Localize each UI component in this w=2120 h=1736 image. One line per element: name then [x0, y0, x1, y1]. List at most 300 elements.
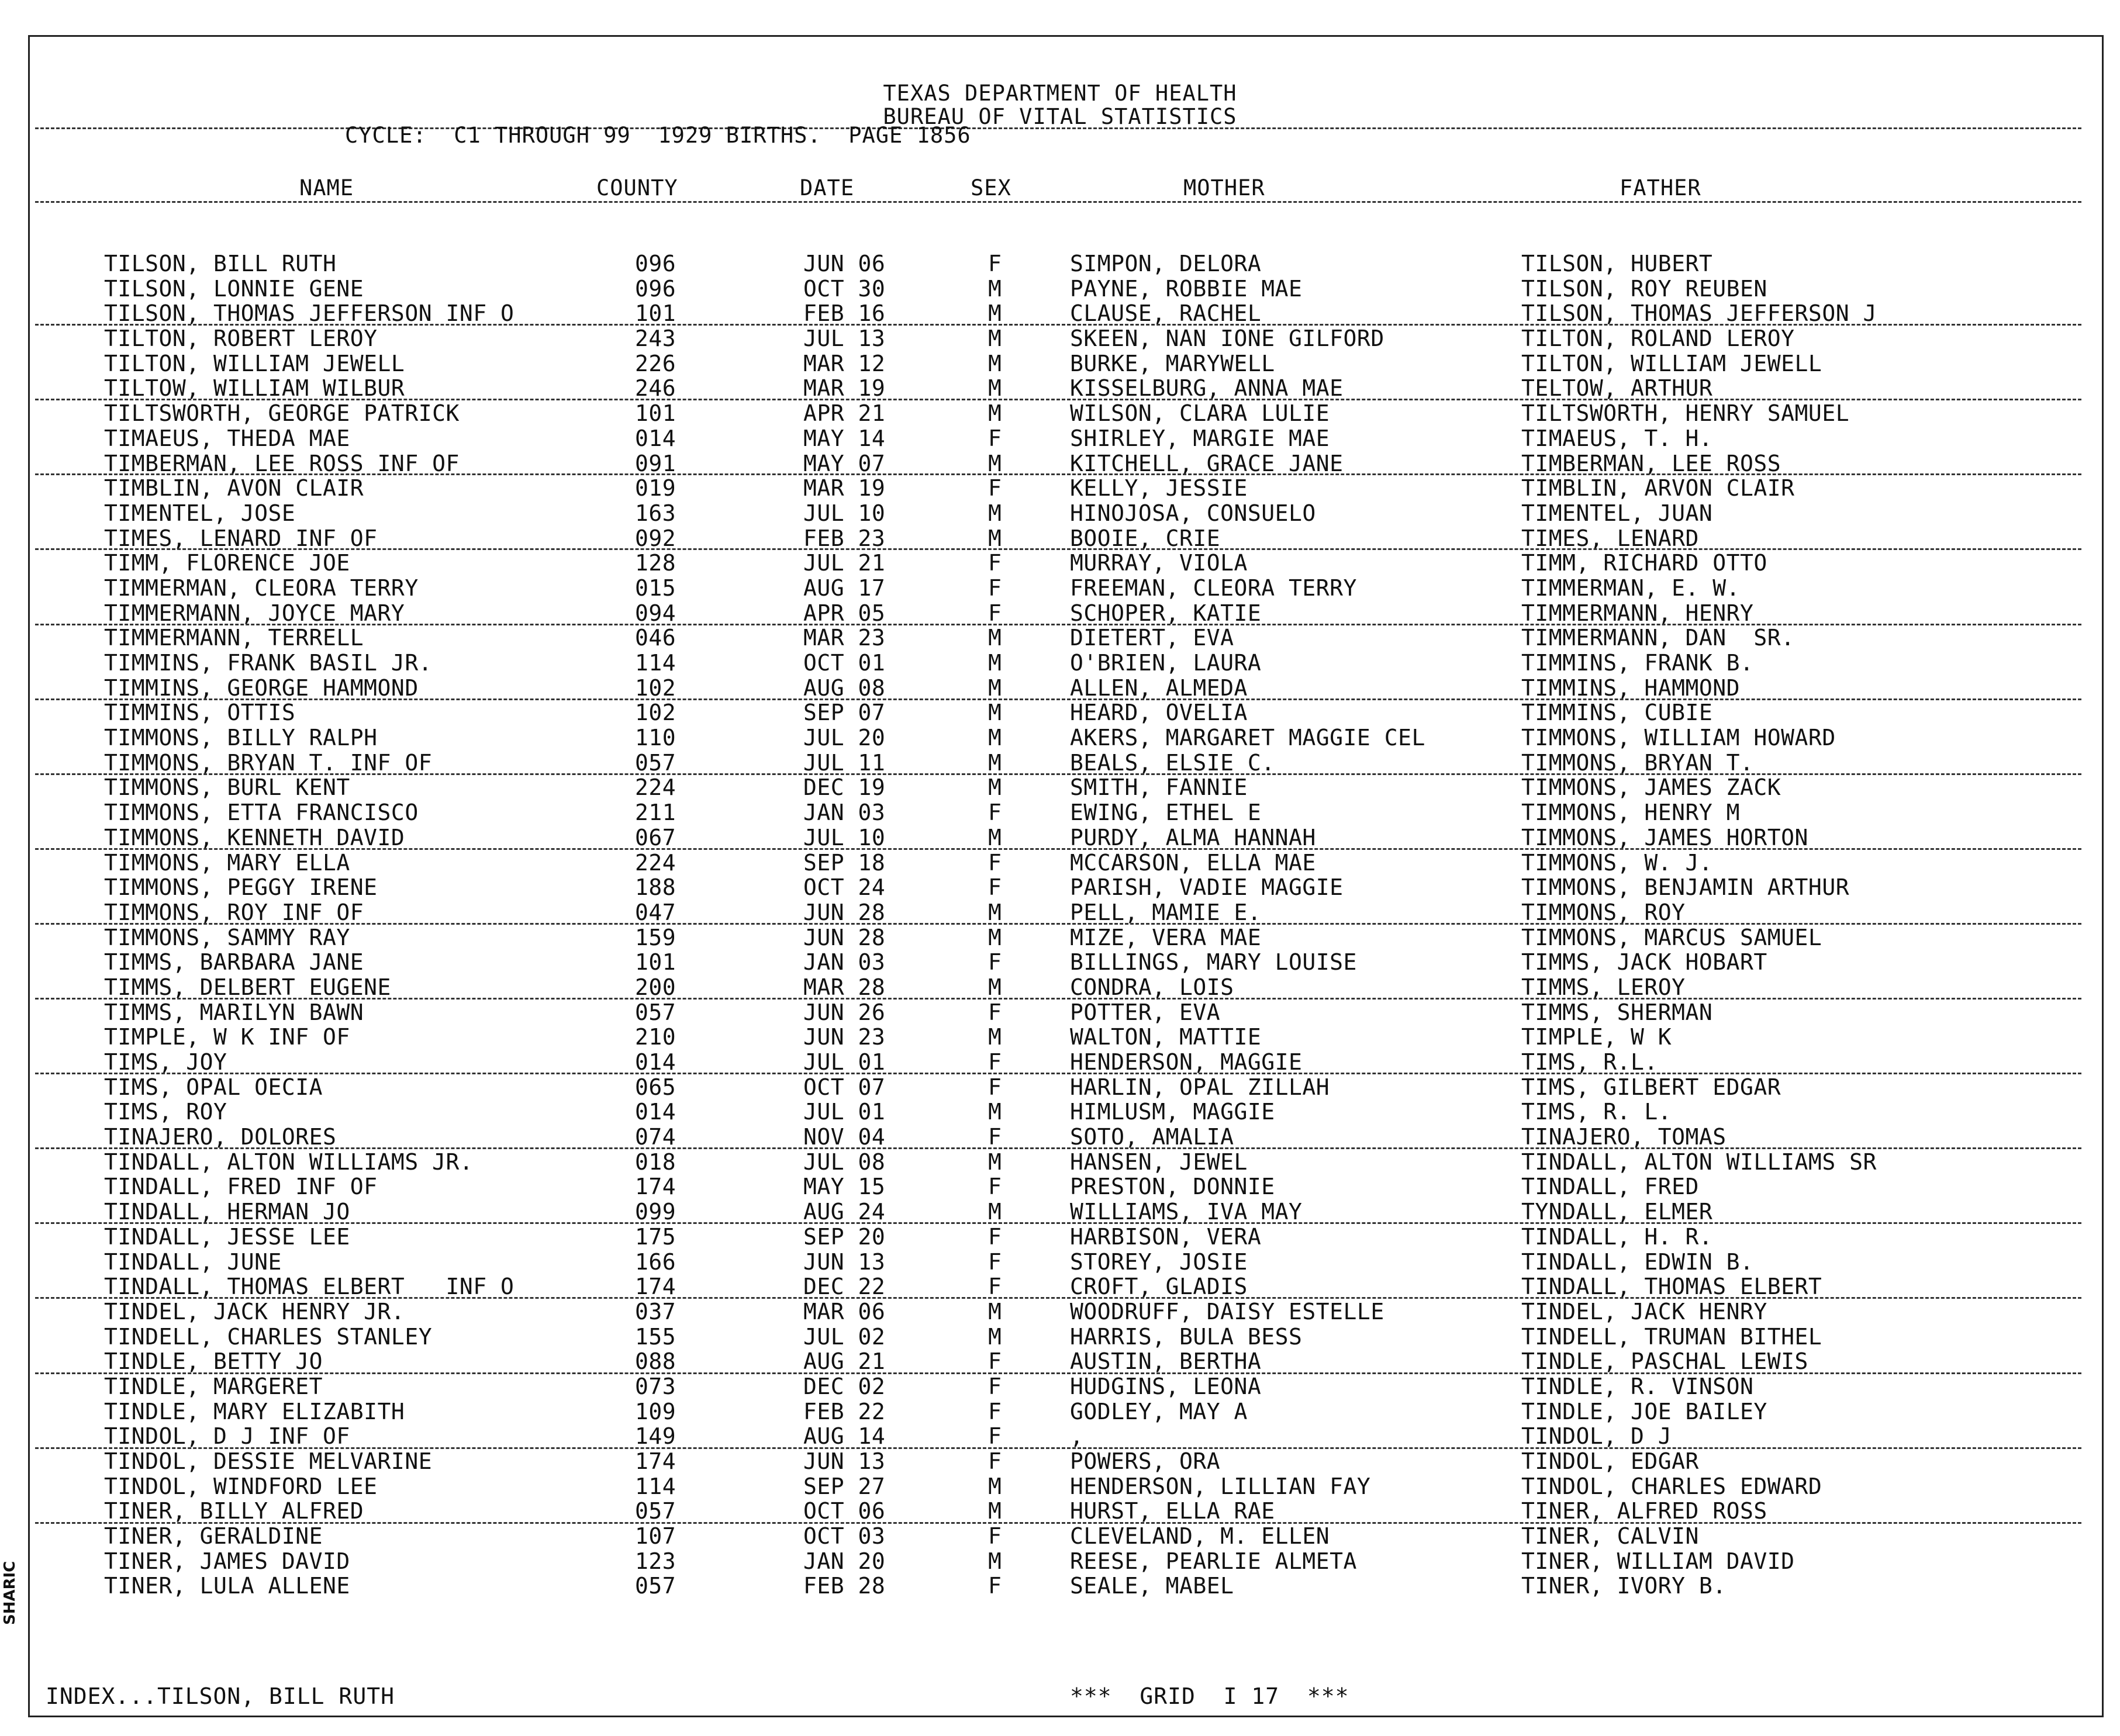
record-name: TINDALL, ALTON WILLIAMS JR. — [104, 1149, 474, 1175]
record-name: TIMMINS, FRANK BASIL JR. — [104, 650, 433, 676]
record-name: TIMMONS, SAMMY RAY — [104, 924, 350, 950]
record-row — [0, 1524, 2120, 1549]
record-name: TIMMONS, BILLY RALPH — [104, 725, 378, 751]
record-row — [0, 526, 2120, 551]
record-father: TINDEL, JACK HENRY — [1521, 1298, 1767, 1325]
record-father: TIMMS, LEROY — [1521, 974, 1686, 1000]
record-row — [0, 1075, 2120, 1100]
record-date: JUL 20 — [803, 725, 886, 751]
record-mother: SIMPON, DELORA — [1070, 251, 1262, 276]
record-row — [0, 875, 2120, 900]
record-row — [0, 301, 2120, 326]
record-sex: M — [988, 725, 1002, 751]
record-mother: BILLINGS, MARY LOUISE — [1070, 949, 1357, 976]
record-mother: HARRIS, BULA BESS — [1070, 1323, 1303, 1350]
record-county: 067 — [635, 824, 676, 850]
record-name: TIMMONS, BURL KENT — [104, 774, 350, 801]
record-date: OCT 30 — [803, 275, 886, 302]
record-name: TIMMONS, ETTA FRANCISCO — [104, 800, 419, 826]
record-father: TINDOL, EDGAR — [1521, 1448, 1699, 1474]
record-mother: MCCARSON, ELLA MAE — [1070, 849, 1316, 876]
record-sex: F — [988, 1174, 1002, 1200]
record-sex: M — [988, 1473, 1002, 1499]
record-name: TINER, LULA ALLENE — [104, 1573, 350, 1599]
record-date: FEB 28 — [803, 1573, 886, 1599]
record-father: TIMENTEL, JUAN — [1521, 500, 1713, 526]
record-date: OCT 06 — [803, 1498, 886, 1524]
record-county: 200 — [635, 974, 676, 1000]
record-mother: PELL, MAMIE E. — [1070, 899, 1262, 925]
record-name: TIMS, ROY — [104, 1099, 227, 1125]
record-name: TINER, BILLY ALFRED — [104, 1498, 364, 1524]
record-county: 128 — [635, 550, 676, 576]
record-sex: M — [988, 749, 1002, 776]
record-name: TINER, JAMES DAVID — [104, 1548, 350, 1574]
record-row — [0, 376, 2120, 401]
record-county: 015 — [635, 575, 676, 601]
record-mother: WILLIAMS, IVA MAY — [1070, 1199, 1303, 1225]
record-mother: CLEVELAND, M. ELLEN — [1070, 1523, 1330, 1550]
record-county: 099 — [635, 1199, 676, 1225]
record-sex: M — [988, 1099, 1002, 1125]
record-county: 210 — [635, 1024, 676, 1050]
record-name: TINDEL, JACK HENRY JR. — [104, 1298, 405, 1325]
record-name: TIMS, JOY — [104, 1049, 227, 1075]
record-name: TIMS, OPAL OECIA — [104, 1074, 323, 1100]
record-father: TIMES, LENARD — [1521, 525, 1699, 551]
record-mother: CONDRA, LOIS — [1070, 974, 1234, 1000]
record-father: TIMMINS, HAMMOND — [1521, 675, 1741, 701]
record-county: 057 — [635, 1573, 676, 1599]
record-father: TINDALL, ALTON WILLIAMS SR — [1521, 1149, 1877, 1175]
record-county: 094 — [635, 600, 676, 626]
record-mother: HINOJOSA, CONSUELO — [1070, 500, 1316, 526]
record-date: JUL 01 — [803, 1099, 886, 1125]
record-county: 102 — [635, 700, 676, 726]
record-father: TIMMONS, JAMES HORTON — [1521, 824, 1808, 850]
record-father: TIMMONS, ROY — [1521, 899, 1686, 925]
record-name: TINDALL, HERMAN JO — [104, 1199, 350, 1225]
record-row — [0, 551, 2120, 576]
record-father: TIMMERMAN, E. W. — [1521, 575, 1741, 601]
record-name: TIMMS, MARILYN BAWN — [104, 999, 364, 1025]
record-father: TINDOL, CHARLES EDWARD — [1521, 1473, 1822, 1499]
column-header-sex: SEX — [971, 175, 1011, 200]
record-sex: F — [988, 1398, 1002, 1424]
record-mother: KELLY, JESSIE — [1070, 475, 1248, 502]
record-father: TILSON, HUBERT — [1521, 251, 1713, 276]
record-county: 101 — [635, 400, 676, 427]
record-name: TIMPLE, W K INF OF — [104, 1024, 350, 1050]
record-row — [0, 601, 2120, 626]
record-row — [0, 476, 2120, 501]
record-county: 226 — [635, 350, 676, 376]
record-father: TILTSWORTH, HENRY SAMUEL — [1521, 400, 1850, 427]
record-sex: F — [988, 475, 1002, 502]
record-sex: F — [988, 550, 1002, 576]
record-name: TIMAEUS, THEDA MAE — [104, 425, 350, 451]
record-sex: M — [988, 525, 1002, 551]
record-county: 159 — [635, 924, 676, 950]
record-row — [0, 676, 2120, 701]
record-row — [0, 401, 2120, 426]
record-date: SEP 07 — [803, 700, 886, 726]
record-mother: WALTON, MATTIE — [1070, 1024, 1262, 1050]
record-father: TIMMINS, FRANK B. — [1521, 650, 1754, 676]
record-father: TINER, ALFRED ROSS — [1521, 1498, 1767, 1524]
record-name: TINDLE, BETTY JO — [104, 1348, 323, 1375]
record-sex: F — [988, 1523, 1002, 1550]
record-mother: PURDY, ALMA HANNAH — [1070, 824, 1316, 850]
record-date: AUG 08 — [803, 675, 886, 701]
record-father: TILTON, WILLIAM JEWELL — [1521, 350, 1822, 376]
record-date: JAN 03 — [803, 800, 886, 826]
record-name: TINDALL, FRED INF OF — [104, 1174, 378, 1200]
record-mother: BEALS, ELSIE C. — [1070, 749, 1275, 776]
record-mother: BOOIE, CRIE — [1070, 525, 1221, 551]
record-county: 046 — [635, 625, 676, 651]
record-mother: HURST, ELLA RAE — [1070, 1498, 1275, 1524]
record-father: TIMS, GILBERT EDGAR — [1521, 1074, 1781, 1100]
record-sex: M — [988, 1149, 1002, 1175]
record-mother: KITCHELL, GRACE JANE — [1070, 450, 1344, 476]
record-date: JUL 10 — [803, 824, 886, 850]
record-date: APR 05 — [803, 600, 886, 626]
record-county: 166 — [635, 1249, 676, 1275]
record-date: MAR 19 — [803, 475, 886, 502]
record-sex: M — [988, 350, 1002, 376]
record-mother: PAYNE, ROBBIE MAE — [1070, 275, 1303, 302]
index-footer: INDEX...TILSON, BILL RUTH — [46, 1683, 395, 1709]
record-date: MAR 19 — [803, 375, 886, 402]
record-name: TIMBERMAN, LEE ROSS INF OF — [104, 450, 460, 476]
record-date: JAN 03 — [803, 949, 886, 976]
record-father: TIMBERMAN, LEE ROSS — [1521, 450, 1781, 476]
record-father: TINDLE, PASCHAL LEWIS — [1521, 1348, 1808, 1375]
record-county: 123 — [635, 1548, 676, 1574]
record-mother: POTTER, EVA — [1070, 999, 1221, 1025]
record-sex: F — [988, 1074, 1002, 1100]
record-name: TIMMINS, GEORGE HAMMOND — [104, 675, 419, 701]
record-county: 092 — [635, 525, 676, 551]
record-father: TIMMONS, BENJAMIN ARTHUR — [1521, 874, 1850, 901]
record-row — [0, 1025, 2120, 1050]
record-sex: F — [988, 251, 1002, 276]
record-sex: F — [988, 874, 1002, 901]
record-county: 174 — [635, 1274, 676, 1300]
bureau-title: BUREAU OF VITAL STATISTICS — [883, 104, 1237, 129]
record-date: FEB 16 — [803, 300, 886, 327]
column-header-divider — [35, 201, 2081, 203]
record-sex: M — [988, 300, 1002, 327]
record-date: MAY 15 — [803, 1174, 886, 1200]
record-county: 174 — [635, 1174, 676, 1200]
record-county: 014 — [635, 1049, 676, 1075]
record-county: 110 — [635, 725, 676, 751]
record-date: MAY 14 — [803, 425, 886, 451]
record-date: DEC 02 — [803, 1373, 886, 1399]
record-row — [0, 900, 2120, 925]
record-date: JUL 10 — [803, 500, 886, 526]
record-mother: ALLEN, ALMEDA — [1070, 675, 1248, 701]
record-sex: M — [988, 1323, 1002, 1350]
record-county: 101 — [635, 300, 676, 327]
record-sex: M — [988, 450, 1002, 476]
record-county: 096 — [635, 251, 676, 276]
record-mother: HANSEN, JEWEL — [1070, 1149, 1248, 1175]
record-row — [0, 276, 2120, 302]
record-sex: F — [988, 425, 1002, 451]
record-county: 047 — [635, 899, 676, 925]
column-header-name: NAME — [299, 175, 354, 200]
record-father: TIMMONS, JAMES ZACK — [1521, 774, 1781, 801]
record-date: AUG 21 — [803, 1348, 886, 1375]
record-mother: SOTO, AMALIA — [1070, 1124, 1234, 1150]
record-county: 224 — [635, 774, 676, 801]
record-date: SEP 27 — [803, 1473, 886, 1499]
record-name: TIMENTEL, JOSE — [104, 500, 296, 526]
record-name: TINDALL, JUNE — [104, 1249, 282, 1275]
record-row — [0, 775, 2120, 800]
record-sex: F — [988, 600, 1002, 626]
record-row — [0, 651, 2120, 676]
record-sex: F — [988, 1124, 1002, 1150]
record-mother: HUDGINS, LEONA — [1070, 1373, 1262, 1399]
record-row — [0, 1000, 2120, 1025]
record-sex: F — [988, 800, 1002, 826]
record-name: TINDOL, D J INF OF — [104, 1423, 350, 1450]
record-row — [0, 950, 2120, 975]
record-row — [0, 1125, 2120, 1150]
record-sex: F — [988, 849, 1002, 876]
record-county: 107 — [635, 1523, 676, 1550]
record-sex: F — [988, 1423, 1002, 1450]
side-label: SHARIC — [1, 1561, 19, 1625]
record-name: TIMMERMAN, CLEORA TERRY — [104, 575, 419, 601]
record-name: TIMMERMANN, TERRELL — [104, 625, 364, 651]
record-father: TELTOW, ARTHUR — [1521, 375, 1713, 402]
record-father: TIMMONS, WILLIAM HOWARD — [1521, 725, 1836, 751]
record-date: SEP 20 — [803, 1223, 886, 1250]
record-row — [0, 1325, 2120, 1350]
record-father: TINDALL, FRED — [1521, 1174, 1699, 1200]
record-row — [0, 576, 2120, 601]
record-row — [0, 1399, 2120, 1424]
record-father: TINDELL, TRUMAN BITHEL — [1521, 1323, 1822, 1350]
records-list — [0, 251, 2120, 1599]
record-row — [0, 1374, 2120, 1399]
record-row — [0, 1050, 2120, 1075]
record-mother: CLAUSE, RACHEL — [1070, 300, 1262, 327]
record-sex: F — [988, 1049, 1002, 1075]
record-sex: M — [988, 326, 1002, 352]
record-date: JUN 28 — [803, 924, 886, 950]
record-row — [0, 1424, 2120, 1449]
record-date: AUG 17 — [803, 575, 886, 601]
record-date: DEC 19 — [803, 774, 886, 801]
record-father: TIMMINS, CUBIE — [1521, 700, 1713, 726]
record-sex: F — [988, 1223, 1002, 1250]
record-row — [0, 1349, 2120, 1374]
record-father: TIMS, R. L. — [1521, 1099, 1672, 1125]
record-county: 057 — [635, 749, 676, 776]
record-mother: EWING, ETHEL E — [1070, 800, 1262, 826]
record-county: 014 — [635, 425, 676, 451]
record-county: 175 — [635, 1223, 676, 1250]
record-mother: AUSTIN, BERTHA — [1070, 1348, 1262, 1375]
record-sex: M — [988, 1298, 1002, 1325]
record-county: 057 — [635, 1498, 676, 1524]
record-mother: GODLEY, MAY A — [1070, 1398, 1248, 1424]
record-name: TIMMONS, KENNETH DAVID — [104, 824, 405, 850]
record-sex: M — [988, 500, 1002, 526]
record-name: TIMMS, DELBERT EUGENE — [104, 974, 391, 1000]
record-mother: HARLIN, OPAL ZILLAH — [1070, 1074, 1330, 1100]
record-mother: PARISH, VADIE MAGGIE — [1070, 874, 1344, 901]
record-date: JAN 20 — [803, 1548, 886, 1574]
record-mother: REESE, PEARLIE ALMETA — [1070, 1548, 1357, 1574]
record-father: TIMMERMANN, HENRY — [1521, 600, 1754, 626]
record-sex: M — [988, 400, 1002, 427]
record-date: APR 21 — [803, 400, 886, 427]
record-mother: BURKE, MARYWELL — [1070, 350, 1275, 376]
header-divider — [35, 127, 2081, 129]
record-name: TIMMERMANN, JOYCE MARY — [104, 600, 405, 626]
record-date: OCT 01 — [803, 650, 886, 676]
record-county: 014 — [635, 1099, 676, 1125]
record-name: TINDALL, JESSE LEE — [104, 1223, 350, 1250]
record-name: TIMMONS, PEGGY IRENE — [104, 874, 378, 901]
record-mother: SMITH, FANNIE — [1070, 774, 1248, 801]
record-date: AUG 14 — [803, 1423, 886, 1450]
record-row — [0, 251, 2120, 276]
record-date: OCT 07 — [803, 1074, 886, 1100]
record-row — [0, 1250, 2120, 1275]
record-father: TINDLE, JOE BAILEY — [1521, 1398, 1767, 1424]
record-row — [0, 700, 2120, 725]
column-header-father: FATHER — [1620, 175, 1701, 200]
record-sex: F — [988, 999, 1002, 1025]
record-row — [0, 800, 2120, 825]
record-father: TILSON, THOMAS JEFFERSON J — [1521, 300, 1877, 327]
row-group-divider — [35, 698, 2081, 700]
record-county: 155 — [635, 1323, 676, 1350]
record-sex: M — [988, 974, 1002, 1000]
record-date: MAY 07 — [803, 450, 886, 476]
record-date: JUL 08 — [803, 1149, 886, 1175]
record-row — [0, 351, 2120, 376]
record-name: TIMM, FLORENCE JOE — [104, 550, 350, 576]
record-name: TILSON, BILL RUTH — [104, 251, 337, 276]
record-sex: M — [988, 700, 1002, 726]
record-row — [0, 975, 2120, 1000]
record-date: JUN 23 — [803, 1024, 886, 1050]
record-row — [0, 1150, 2120, 1175]
record-row — [0, 925, 2120, 950]
record-date: MAR 28 — [803, 974, 886, 1000]
record-date: JUN 26 — [803, 999, 886, 1025]
record-county: 074 — [635, 1124, 676, 1150]
column-header-county: COUNTY — [596, 175, 678, 200]
record-county: 243 — [635, 326, 676, 352]
record-mother: , — [1070, 1423, 1084, 1450]
record-sex: M — [988, 375, 1002, 402]
record-row — [0, 1574, 2120, 1599]
record-row — [0, 426, 2120, 451]
record-row — [0, 326, 2120, 351]
record-mother: WILSON, CLARA LULIE — [1070, 400, 1330, 427]
record-sex: F — [988, 1249, 1002, 1275]
record-name: TINDLE, MARGERET — [104, 1373, 323, 1399]
record-name: TIMMONS, BRYAN T. INF OF — [104, 749, 433, 776]
record-date: JUN 28 — [803, 899, 886, 925]
record-row — [0, 1099, 2120, 1125]
record-county: 188 — [635, 874, 676, 901]
record-row — [0, 1449, 2120, 1474]
record-name: TIMES, LENARD INF OF — [104, 525, 378, 551]
record-date: JUL 11 — [803, 749, 886, 776]
column-header-mother: MOTHER — [1183, 175, 1265, 200]
record-father: TIMMONS, MARCUS SAMUEL — [1521, 924, 1822, 950]
record-row — [0, 1174, 2120, 1199]
record-father: TIMMS, JACK HOBART — [1521, 949, 1767, 976]
record-sex: M — [988, 924, 1002, 950]
record-sex: M — [988, 650, 1002, 676]
record-sex: F — [988, 1448, 1002, 1474]
record-name: TINDLE, MARY ELIZABITH — [104, 1398, 405, 1424]
record-name: TILSON, THOMAS JEFFERSON INF O — [104, 300, 515, 327]
record-father: TINDOL, D J — [1521, 1423, 1672, 1450]
record-mother: WOODRUFF, DAISY ESTELLE — [1070, 1298, 1384, 1325]
record-county: 246 — [635, 375, 676, 402]
record-father: TIMPLE, W K — [1521, 1024, 1672, 1050]
record-mother: O'BRIEN, LAURA — [1070, 650, 1262, 676]
record-county: 018 — [635, 1149, 676, 1175]
record-father: TINER, WILLIAM DAVID — [1521, 1548, 1795, 1574]
record-mother: HARBISON, VERA — [1070, 1223, 1262, 1250]
record-mother: HEARD, OVELIA — [1070, 700, 1248, 726]
record-sex: F — [988, 575, 1002, 601]
record-mother: MURRAY, VIOLA — [1070, 550, 1248, 576]
record-father: TIMS, R.L. — [1521, 1049, 1658, 1075]
record-mother: POWERS, ORA — [1070, 1448, 1221, 1474]
record-mother: HIMLUSM, MAGGIE — [1070, 1099, 1275, 1125]
record-county: 109 — [635, 1398, 676, 1424]
record-father: TIMMS, SHERMAN — [1521, 999, 1713, 1025]
record-father: TINDALL, THOMAS ELBERT — [1521, 1274, 1822, 1300]
record-date: JUL 13 — [803, 326, 886, 352]
record-name: TINDALL, THOMAS ELBERT INF O — [104, 1274, 515, 1300]
record-county: 163 — [635, 500, 676, 526]
record-father: TINDALL, EDWIN B. — [1521, 1249, 1754, 1275]
record-name: TIMMINS, OTTIS — [104, 700, 296, 726]
record-county: 114 — [635, 1473, 676, 1499]
record-county: 037 — [635, 1298, 676, 1325]
record-name: TINER, GERALDINE — [104, 1523, 323, 1550]
record-name: TIMBLIN, AVON CLAIR — [104, 475, 364, 502]
record-row — [0, 725, 2120, 751]
record-county: 088 — [635, 1348, 676, 1375]
record-mother: SHIRLEY, MARGIE MAE — [1070, 425, 1330, 451]
record-mother: FREEMAN, CLEORA TERRY — [1070, 575, 1357, 601]
record-date: JUN 13 — [803, 1448, 886, 1474]
record-sex: M — [988, 1548, 1002, 1574]
record-sex: M — [988, 1024, 1002, 1050]
record-row — [0, 751, 2120, 776]
record-name: TILTON, WILLIAM JEWELL — [104, 350, 405, 376]
record-name: TINDOL, WINDFORD LEE — [104, 1473, 378, 1499]
cycle-line: CYCLE: C1 THROUGH 99 1929 BIRTHS. PAGE 1856 — [345, 123, 971, 148]
